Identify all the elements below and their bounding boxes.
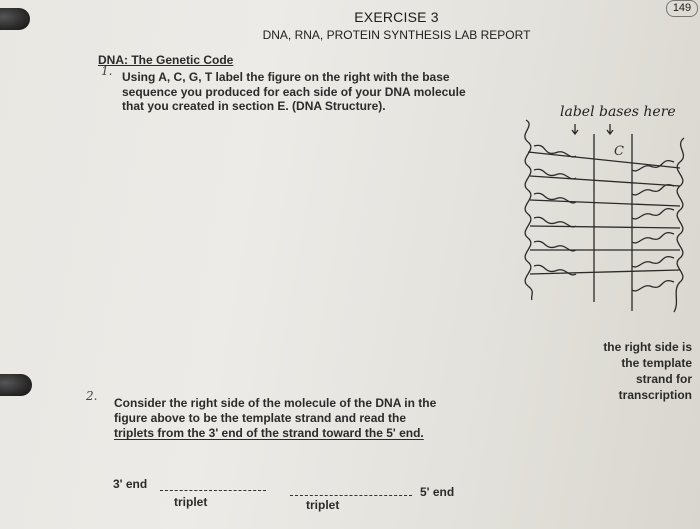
answer-end-label: 5' end (420, 485, 455, 499)
question-1-line-3: that you created in section E. (DNA Structure). (122, 99, 386, 113)
triplet-label-2: triplet (306, 498, 340, 512)
handwritten-base-letter: C (614, 144, 624, 159)
right-backbone (674, 138, 684, 312)
arrow-left (572, 124, 578, 134)
page-subtitle: DNA, RNA, PROTEIN SYNTHESIS LAB REPORT (262, 28, 531, 42)
question-2-line-3: triplets from the 3' end of the strand toward the 5' end. (114, 426, 424, 440)
question-1-number: 1. (101, 64, 113, 78)
handwritten-label: label bases here (560, 104, 676, 120)
question-2-line-1: Consider the right side of the molecule of the DNA in the (114, 396, 437, 410)
page-number: 149 (666, 0, 698, 17)
section-heading: DNA: The Genetic Code (98, 53, 234, 67)
triplet-label-1: triplet (174, 495, 208, 509)
triplet-blank-2[interactable] (290, 495, 412, 496)
answer-start-label: 3' end (113, 477, 148, 491)
question-1-text (122, 70, 482, 114)
binder-hole-bottom (0, 374, 32, 396)
question-2-number: 2. (86, 389, 98, 403)
question-2-text (114, 396, 474, 441)
arrow-right (607, 124, 613, 134)
dna-ladder-figure (514, 116, 694, 321)
triplet-blank-1[interactable] (160, 490, 266, 491)
page-title: EXERCISE 3 (354, 9, 439, 25)
question-1-line-1: Using A, C, G, T label the figure on the right with the base (122, 70, 450, 84)
figure-note (588, 339, 692, 403)
figure-note-line-3: strand for (635, 372, 692, 386)
figure-note-line-1: the right side is (603, 340, 692, 354)
figure-note-line-2: the template (621, 356, 692, 370)
left-backbone (525, 120, 532, 300)
figure-note-line-4: transcription (618, 388, 692, 402)
question-1-line-2: sequence you produced for each side of your DNA molecule (122, 84, 466, 99)
question-2-line-2: figure above to be the template strand and read the (114, 411, 407, 425)
